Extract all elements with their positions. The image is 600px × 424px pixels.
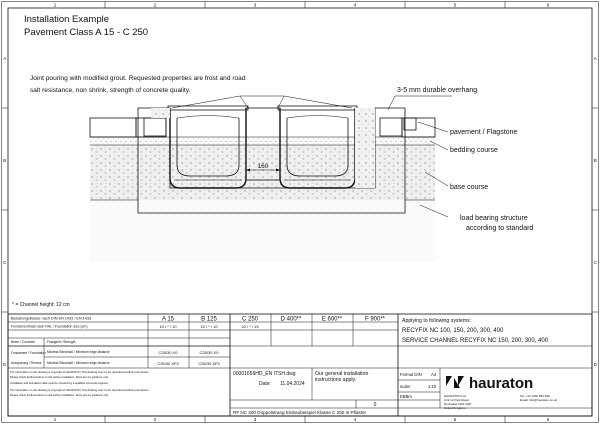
table-mid-row-3: Festigkeit / Strength (47, 340, 76, 344)
date-value: 11.04.2024 (280, 381, 305, 387)
table-left-row-2: Fundamentmaß nach RAL / Foundation size (cm) (11, 324, 88, 329)
table-left-row-3: Beton / Concrete (11, 340, 35, 344)
frame-row-b-right: B (593, 158, 597, 163)
frame-row-c: C (3, 260, 7, 265)
class-d400: D 400** (280, 316, 302, 323)
a15-recess: C25/30 XF3 (157, 361, 179, 366)
class-e600: E 600** (321, 316, 343, 323)
title-line-2: Pavement Class A 15 - C 250 (24, 27, 149, 38)
applying-title: Applying to following systems: (402, 318, 472, 324)
general-note-line-1: Our general installation (315, 371, 369, 377)
general-note-line-2: instructions apply. (315, 377, 357, 383)
format-label: Format DIN (400, 372, 422, 377)
frame-row-b: B (3, 158, 7, 163)
table-mid-row-4: Mindest-Randmaß / Minimum edge distance (47, 350, 110, 354)
address-line-3: Doncaster DN1 2QP (444, 402, 472, 406)
b125-concrete: C25/30 X0 (199, 350, 219, 355)
drawing-description: RF NC 300 Doppelstrang Einbaubeispiel Klasse C 250 in Pflaster (233, 410, 367, 415)
frame-col-4: 4 (353, 2, 357, 8)
frame-col-2-bottom: 2 (153, 417, 157, 422)
a15-foundation: 10 / * / 10 (159, 324, 177, 329)
class-table (8, 314, 592, 416)
frame-col-3: 3 (253, 2, 257, 8)
pavement-stone-left-2 (136, 118, 166, 137)
grout-note-line-1: Joint pouring with modified grout. Requested properties are frost and road (30, 75, 246, 82)
applying-line-1: RECYFIX NC 100, 150, 200, 300, 400 (402, 328, 504, 334)
cross-section (90, 96, 452, 262)
overhang-note: 3-5 mm durable overhang (397, 87, 478, 94)
scale-label: scale: (400, 384, 411, 389)
applying-line-2: SERVICE CHANNEL RECYFIX NC 150, 200, 300, 400 (402, 338, 549, 344)
frame-col-2: 2 (153, 2, 157, 8)
frame-col-4-bottom: 4 (353, 417, 357, 422)
load-bearing-layer (90, 200, 435, 262)
class-c250: C 250 (241, 316, 259, 323)
frame-row-d: D (3, 362, 7, 367)
label-load-line-1: load bearing structure (460, 215, 528, 222)
paving-block-right (404, 118, 416, 130)
class-b125: B 125 (201, 316, 217, 323)
hauraton-logo (446, 375, 533, 392)
paving-flag-left (144, 118, 166, 136)
table-left-row-5: Aussparung / Recess (11, 361, 42, 365)
bedding-course-layer (90, 137, 435, 145)
frame-col-5: 5 (453, 2, 457, 8)
address-line-1: HAURATON Ltd. (444, 394, 467, 398)
footnote-4: The information on this drawing is copyright of HAURATON. This drawing may not be reproduced without permission. (10, 389, 150, 392)
paving-flag-right (380, 118, 402, 136)
label-bedding: bedding course (450, 147, 498, 154)
revision-number: 0 (373, 402, 377, 408)
drawing-number: 00001656HD_EN ITSH.dwg (233, 371, 296, 377)
channel-height-note: * = Channel height: 12 cm (12, 302, 70, 308)
table-left-row-4: Fundament / Foundation (11, 351, 46, 355)
frame-row-c-right: C (593, 260, 597, 265)
grout-note-line-2: salt resistance, non shrink, strength of concrete quality. (30, 87, 191, 94)
hauraton-logo-icon (446, 376, 464, 388)
b125-foundation: 10 / * / 10 (200, 324, 218, 329)
frame-col-6: 6 (546, 2, 550, 8)
contact-line-1: Tel: +44 1302 881 690 (520, 394, 550, 398)
address-line-2: Unit 12 Park Road (444, 398, 469, 402)
class-f900: F 900** (364, 316, 386, 323)
frame-row-a: A (3, 56, 7, 61)
c250-foundation: 20 / * / 15 (241, 324, 259, 329)
date-label: Date: (259, 381, 271, 387)
class-a15: A 15 (161, 316, 175, 323)
label-pavement: pavement / Flagstone (450, 129, 518, 136)
title-line-1: Installation Example (24, 14, 110, 25)
frame-row-d-right: D (593, 362, 597, 367)
dimension-160-label: 160 (257, 163, 269, 170)
brand-wordmark: hauraton (469, 375, 534, 392)
frame-row-a-right: A (593, 56, 597, 61)
title-block (230, 368, 592, 415)
contact-line-2: Email: info@hauraton.co.uk (520, 398, 557, 402)
frame-col-6-bottom: 6 (546, 417, 550, 422)
b125-recess: C25/30 XF3 (198, 361, 220, 366)
address-line-4: United Kingdom (444, 406, 466, 410)
a15-concrete: C25/30 X0 (158, 350, 178, 355)
frame-col-3-bottom: 3 (253, 417, 257, 422)
label-load-line-2: according to standard (466, 225, 534, 232)
footnote-2: Please check all dimensions on site before installation. Sizes are for guidance only. (10, 376, 109, 379)
drawn-by: EBBm (400, 394, 412, 399)
label-base: base course (450, 184, 489, 191)
scale-value: 1:10 (428, 384, 437, 389)
frame-col-1-bottom: 1 (53, 417, 57, 422)
format-value: A4 (431, 372, 437, 377)
table-mid-row-5: Mindest-Randmaß / Minimum edge distance (47, 361, 110, 365)
footnote-1: The information on this drawing is copyright of HAURATON. This drawing may not be reproduced without permission. (10, 371, 150, 374)
base-course-layer (90, 145, 435, 200)
frame-col-5-bottom: 5 (453, 417, 457, 422)
footnote-3: Installation and foundation data must be checked by a qualified structural engineer. (10, 382, 109, 385)
pavement-stone-left-1 (90, 118, 136, 137)
frame-col-1: 1 (53, 2, 57, 8)
pavement-stone-right (402, 118, 435, 137)
table-left-row-1: Belastungsklasse nach DIN EN 1433 / EN 1433 (11, 316, 92, 321)
footnote-5: Please check all dimensions on site before installation. Sizes are for guidance only. (10, 394, 109, 397)
